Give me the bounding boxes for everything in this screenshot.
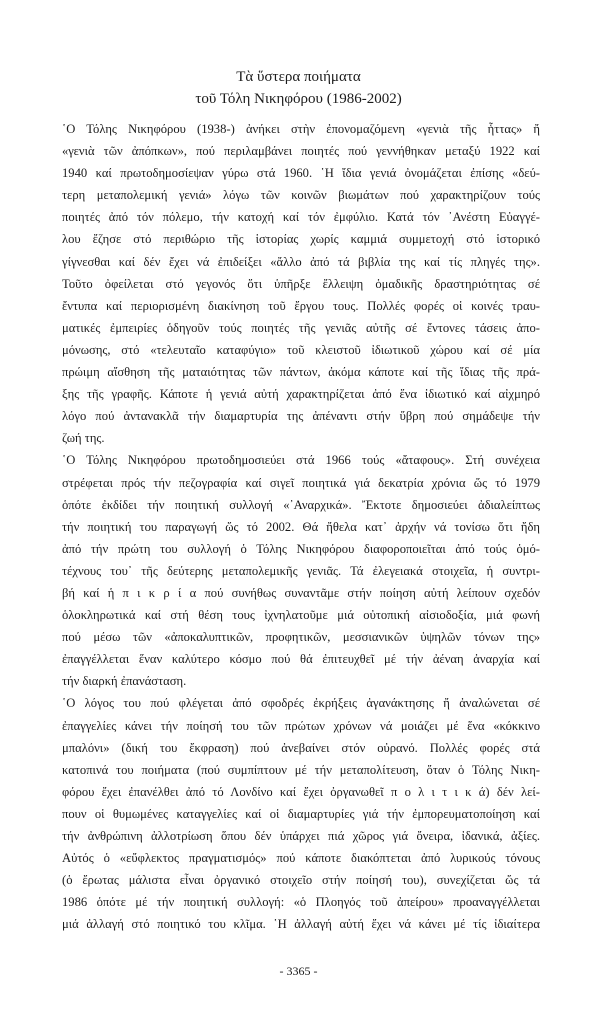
text-line: ξης τῆς γραφῆς. Κάποτε ἡ γενιά αὐτή χαρακτηρίζεται ἀπό ἕνα ἰδιωτικό καί αἰχμηρό	[62, 387, 540, 402]
text-line: τέχνους του᾿ τῆς δεύτερης μεταπολεμικῆς γενιᾶς. Τά ἐλεγειακά στοιχεῖα, ἡ συντρι-	[62, 563, 540, 578]
text-line: στρέφεται πρός τήν πεζογραφία καί σιγεῖ ποιητικά γιά δεκατρία χρόνια ὥς τό 1979	[62, 475, 540, 490]
text-line: ἐπαγγέλλεται ἕναν καλύτερο κόσμο πού θά ἐπιτευχθεῖ μέ τήν ἀέναη ἀναρχία καί	[62, 652, 540, 667]
text-line: μπαλόνι» (δική του ἔκφραση) πού ἀνεβαίνει στόν οὐρανό. Πολλές φορές στά	[62, 740, 540, 755]
text-line: μόνωσης, στό «τελευταῖο καταφύγιο» τοῦ κλειστοῦ ἰδιωτικοῦ χώρου καί σέ μία	[62, 342, 540, 357]
text-line: φόρου ἔχει ἐπανέλθει ἀπό τό Λονδίνο καί ἔχει ὀργανωθεῖ π ο λ ι τ ι κ ά) δέν λεί-	[62, 784, 540, 799]
text-line: ἔντυπα καί περιορισμένη διακίνηση τοῦ ἔργου τους. Πολλές φορές οἱ κοινές τραυ-	[62, 298, 540, 313]
paragraph	[62, 118, 540, 449]
text-line: ὁπότε ἐκδίδει τήν ποιητική συλλογή «᾿Αναρχικά». Ἔκτοτε δημοσιεύει ἀδιαλείπτως	[62, 497, 540, 512]
text-line: γίγνεσθαι καί δέν ἔχει νά ἐπιδείξει «ἄλλο ἀπό τά βιβλία της καί τίς πληγές της».	[62, 254, 540, 269]
text-line: μιά ἀλλαγή στό ποιητικό του κλῖμα. ῾Η ἀλλαγή αὐτή ἔχει νά κάνει μέ τίς ἰδιαίτερα	[62, 917, 540, 932]
text-line: κατοπινά του ποιήματα (πού συμπίπτουν μέ τήν μεταπολίτευση, ὅταν ὁ Τόλης Νικη-	[62, 762, 540, 777]
text-line: τήν ἀνθρώπινη ἀλλοτρίωση ὅπου δέν ὑπάρχει πιά χῶρος γιά ὄνειρα, ἰδανικά, ἀξίες.	[62, 829, 540, 843]
page-number: - 3365 -	[279, 964, 318, 978]
text-line: τερη μεταπολεμική γενιά» λόγω τῶν κοινῶν βιωμάτων πού χαρακτηρίζουν τούς	[62, 188, 540, 203]
chapter-title	[0, 66, 597, 110]
text-line: «γενιὰ τῶν ἀπόπκων», πού περιλαμβάνει ποιητές πού γεννήθηκαν μεταξύ 1922 καί	[62, 144, 540, 159]
body-text	[62, 118, 540, 935]
text-line: ῾Ο Τόλης Νικηφόρου (1938-) ἀνήκει στὴν ἐπονομαζόμενη «γενιὰ τῆς ἧττας» ἤ	[62, 122, 540, 136]
text-line: τήν ποιητική του παραγωγή ὥς τό 2002. Θά ἤθελα κατ᾿ ἀρχήν νά τονίσω ὅτι ἤδη	[62, 519, 540, 534]
paragraph	[62, 449, 540, 692]
text-line: Αὐτός ὁ «εὔφλεκτος πραγματισμός» πού κάποτε διακόπτεται ἀπό λυρικούς τόνους	[62, 851, 540, 866]
title-line-1: Τὰ ὕστερα ποιήματα	[236, 69, 361, 85]
text-line: ματικές ἐμπειρίες ὁδηγοῦν τούς ποιητές τῆς γενιᾶς αὐτῆς σέ ἔντονες τάσεις ἀπο-	[62, 320, 540, 335]
text-line: λου ἔζησε στό περιθώριο τῆς ἱστορίας χωρίς καμμιά συμμετοχή στό ἱστορικό	[62, 232, 540, 247]
text-line: Τοῦτο ὀφείλεται στό γεγονός ὅτι ὑπῆρξε ἔλλειψη ὁμαδικῆς δραστηριότητας σέ	[62, 276, 540, 291]
text-line: ποιητές ἀπό τόν πόλεμο, τήν κατοχή καί τόν ἐμφύλιο. Κατά τόν ᾿Ανέστη Εὐαγγέ-	[62, 210, 540, 225]
text-line: πού μέσω τῶν «ἀποκαλυπτικῶν, προφητικῶν, μεσσιανικῶν ὑψηλῶν τόνων της»	[62, 630, 540, 645]
text-line: ῾Ο λόγος του πού φλέγεται ἀπό σφοδρές ἐκρήξεις ἀγανάκτησης ἤ ἀναλώνεται σέ	[62, 696, 540, 711]
text-line: πουν οἱ θυμωμένες καταγγελίες καί οἱ διαμαρτυρίες γιά τήν ἐμπορευματοποίηση καί	[62, 806, 540, 821]
paragraph	[62, 692, 540, 935]
text-line: (ὁ ἔρωτας μάλιστα εἶναι ὀργανικό στοιχεῖο στήν ποίησή του), συνεχίζεται ὥς τά	[62, 873, 540, 888]
text-line: 1986 ὁπότε μέ τήν ποιητική συλλογή: «ὁ Πλοηγός τοῦ ἀπείρου» προαναγγέλλεται	[62, 895, 540, 910]
text-line: πρώιμη αἴσθηση τῆς ματαιότητας τῶν πάντων, ἀκόμα κάποτε καί τῆς ἴδιας τῆς πρά-	[62, 365, 540, 380]
text-line: βή καί ἡ π ι κ ρ ί α πού συνήθως συναντᾶμε στήν ποίηση αὐτή λείπουν σχεδόν	[62, 585, 540, 600]
text-line: 1940 καί πρωτοδημοσίεψαν γύρω στά 1960. ῾Η ἴδια γενιά ὀνομάζεται ἐπίσης «δεύ-	[62, 166, 540, 181]
title-line-2: τοῦ Τόλη Νικηφόρου (1986-2002)	[195, 91, 402, 107]
text-line: ἐπαγγελίες κάνει τήν ποίησή του τῶν πρώτων χρόνων νά μοιάζει μέ ἕνα «κόκκινο	[62, 718, 540, 733]
text-line: ὁλοκληρωτικά καί στή θέση τους ἰχνηλατοῦμε μιά οὐτοπική αἰσιοδοξία, μιά φωνή	[62, 608, 540, 623]
text-line: ζωή της.	[62, 431, 105, 446]
text-line: ῾Ο Τόλης Νικηφόρου πρωτοδημοσιεύει στά 1966 τούς «ἄταφους». Στή συνέχεια	[62, 453, 540, 468]
text-line: λόγο πού ἀντανακλᾶ τήν διαμαρτυρία της ἀπέναντι στήν ὕβρη πού σημάδεψε τήν	[62, 409, 540, 424]
text-line: ἀπό τήν πρώτη του συλλογή ὁ Τόλης Νικηφόρου διαφοροποιεῖται ἀπό τούς ὁμό-	[62, 541, 540, 556]
text-line: τήν διαρκή ἐπανάσταση.	[62, 674, 187, 689]
